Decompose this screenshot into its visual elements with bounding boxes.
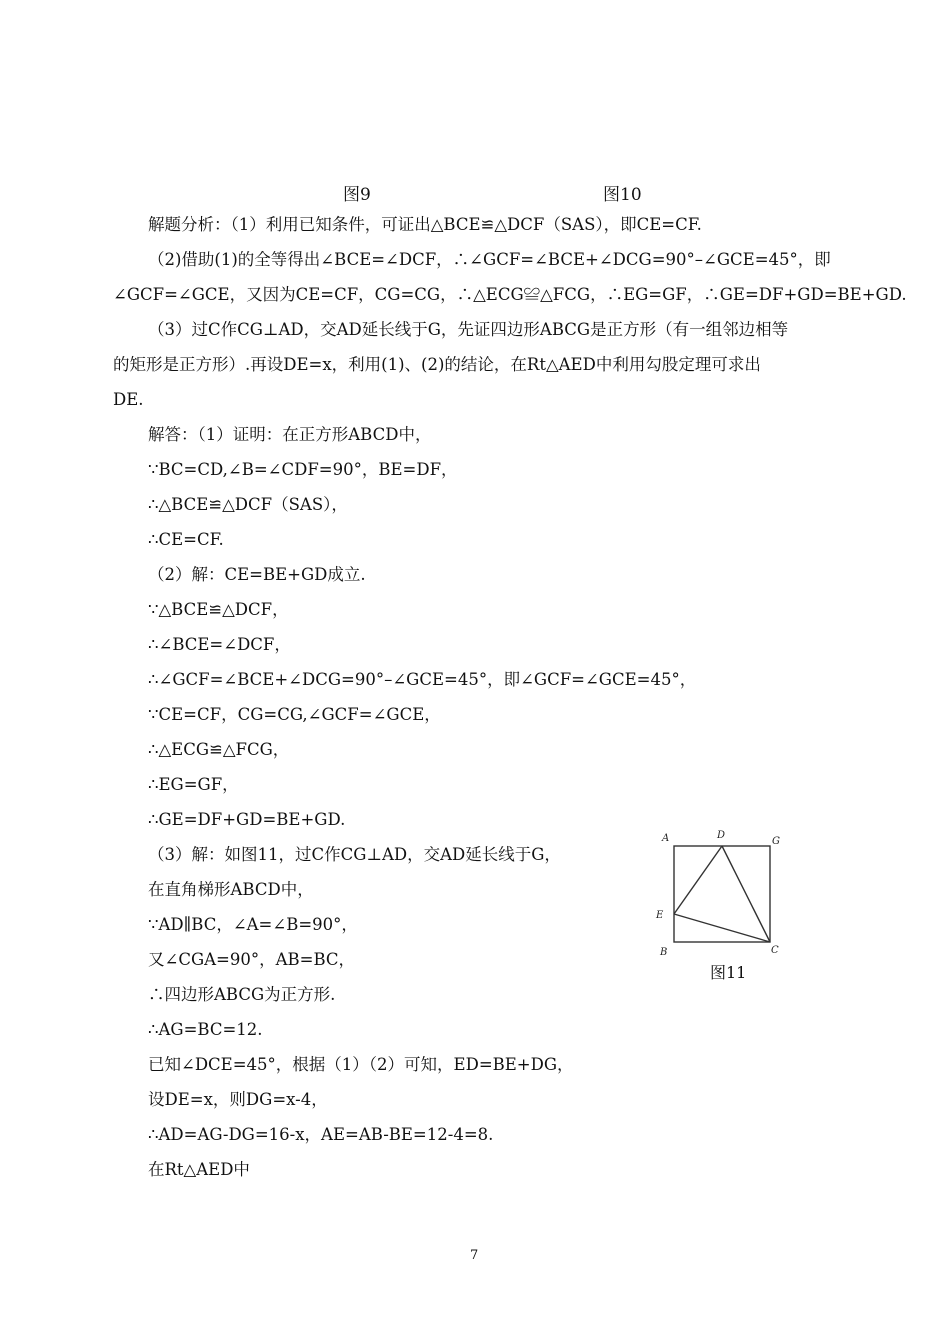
text-line: ∵BC=CD,∠B=∠CDF=90°，BE=DF，	[148, 460, 458, 479]
text-line: ∴CE=CF.	[148, 530, 224, 549]
text-line: 在直角梯形ABCD中，	[148, 880, 314, 899]
text-line: 的矩形是正方形）.再设DE=x，利用(1)、(2)的结论，在Rt△AED中利用勾股定理可求出	[113, 355, 761, 374]
segment-dc	[722, 846, 770, 942]
figure-11-label: 图11	[710, 963, 747, 982]
text-line: 在Rt△AED中	[148, 1160, 250, 1179]
segment-de	[674, 846, 722, 914]
text-line: 又∠CGA=90°，AB=BC，	[148, 950, 356, 969]
text-line: （3）过C作CG⊥AD，交AD延长线于G，先证四边形ABCG是正方形（有一组邻边相等	[148, 320, 789, 339]
point-label-g: G	[772, 836, 780, 847]
text-line: ∴△BCE≌△DCF（SAS），	[148, 495, 348, 514]
text-line: ∴AG=BC=12.	[148, 1020, 263, 1039]
text-line: （2)借助(1)的全等得出∠BCE=∠DCF，∴∠GCF=∠BCE+∠DCG=90°–∠GCE=45°，即	[148, 250, 831, 269]
text-line: ∴EG=GF，	[148, 775, 239, 794]
figure-10-label: 图10	[603, 185, 642, 205]
page-number: 7	[470, 1248, 479, 1263]
point-label-c: C	[771, 945, 779, 956]
point-label-e: E	[656, 910, 664, 921]
text-line: DE.	[113, 390, 144, 409]
text-line: ∴GE=DF+GD=BE+GD.	[148, 810, 346, 829]
text-line: （2）解：CE=BE+GD成立.	[148, 565, 366, 584]
text-line: ∴四边形ABCG为正方形.	[148, 985, 336, 1004]
point-label-d: D	[717, 830, 726, 841]
text-line: ∴∠GCF=∠BCE+∠DCG=90°–∠GCE=45°，即∠GCF=∠GCE=45°，	[148, 670, 697, 689]
figure-11-diagram	[650, 826, 790, 956]
text-line: 设DE=x，则DG=x-4，	[148, 1090, 328, 1109]
text-line: ∵△BCE≌△DCF，	[148, 600, 289, 619]
text-line: ∵AD∥BC，∠A=∠B=90°，	[148, 915, 358, 934]
text-line: ∴△ECG≌△FCG，	[148, 740, 290, 759]
text-line: 已知∠DCE=45°，根据（1）（2）可知，ED=BE+DG，	[148, 1055, 574, 1074]
text-line: 解答：（1）证明：在正方形ABCD中，	[148, 425, 432, 444]
text-line: ∵CE=CF，CG=CG,∠GCF=∠GCE，	[148, 705, 441, 724]
point-label-a: A	[662, 833, 670, 844]
text-line: 解题分析：（1）利用已知条件，可证出△BCE≌△DCF（SAS），即CE=CF.	[148, 215, 702, 234]
point-label-b: B	[660, 947, 668, 956]
text-line: ∴AD=AG-DG=16-x，AE=AB-BE=12-4=8.	[148, 1125, 494, 1144]
text-line: （3）解：如图11，过C作CG⊥AD，交AD延长线于G，	[148, 845, 561, 864]
text-line: ∴∠BCE=∠DCF，	[148, 635, 291, 654]
figure-9-label: 图9	[343, 185, 371, 205]
segment-ec	[674, 914, 770, 942]
text-line: ∠GCF=∠GCE，又因为CE=CF，CG=CG，∴△ECG≌△FCG，∴EG=GF，∴GE=DF+GD=BE+GD.	[113, 285, 907, 304]
